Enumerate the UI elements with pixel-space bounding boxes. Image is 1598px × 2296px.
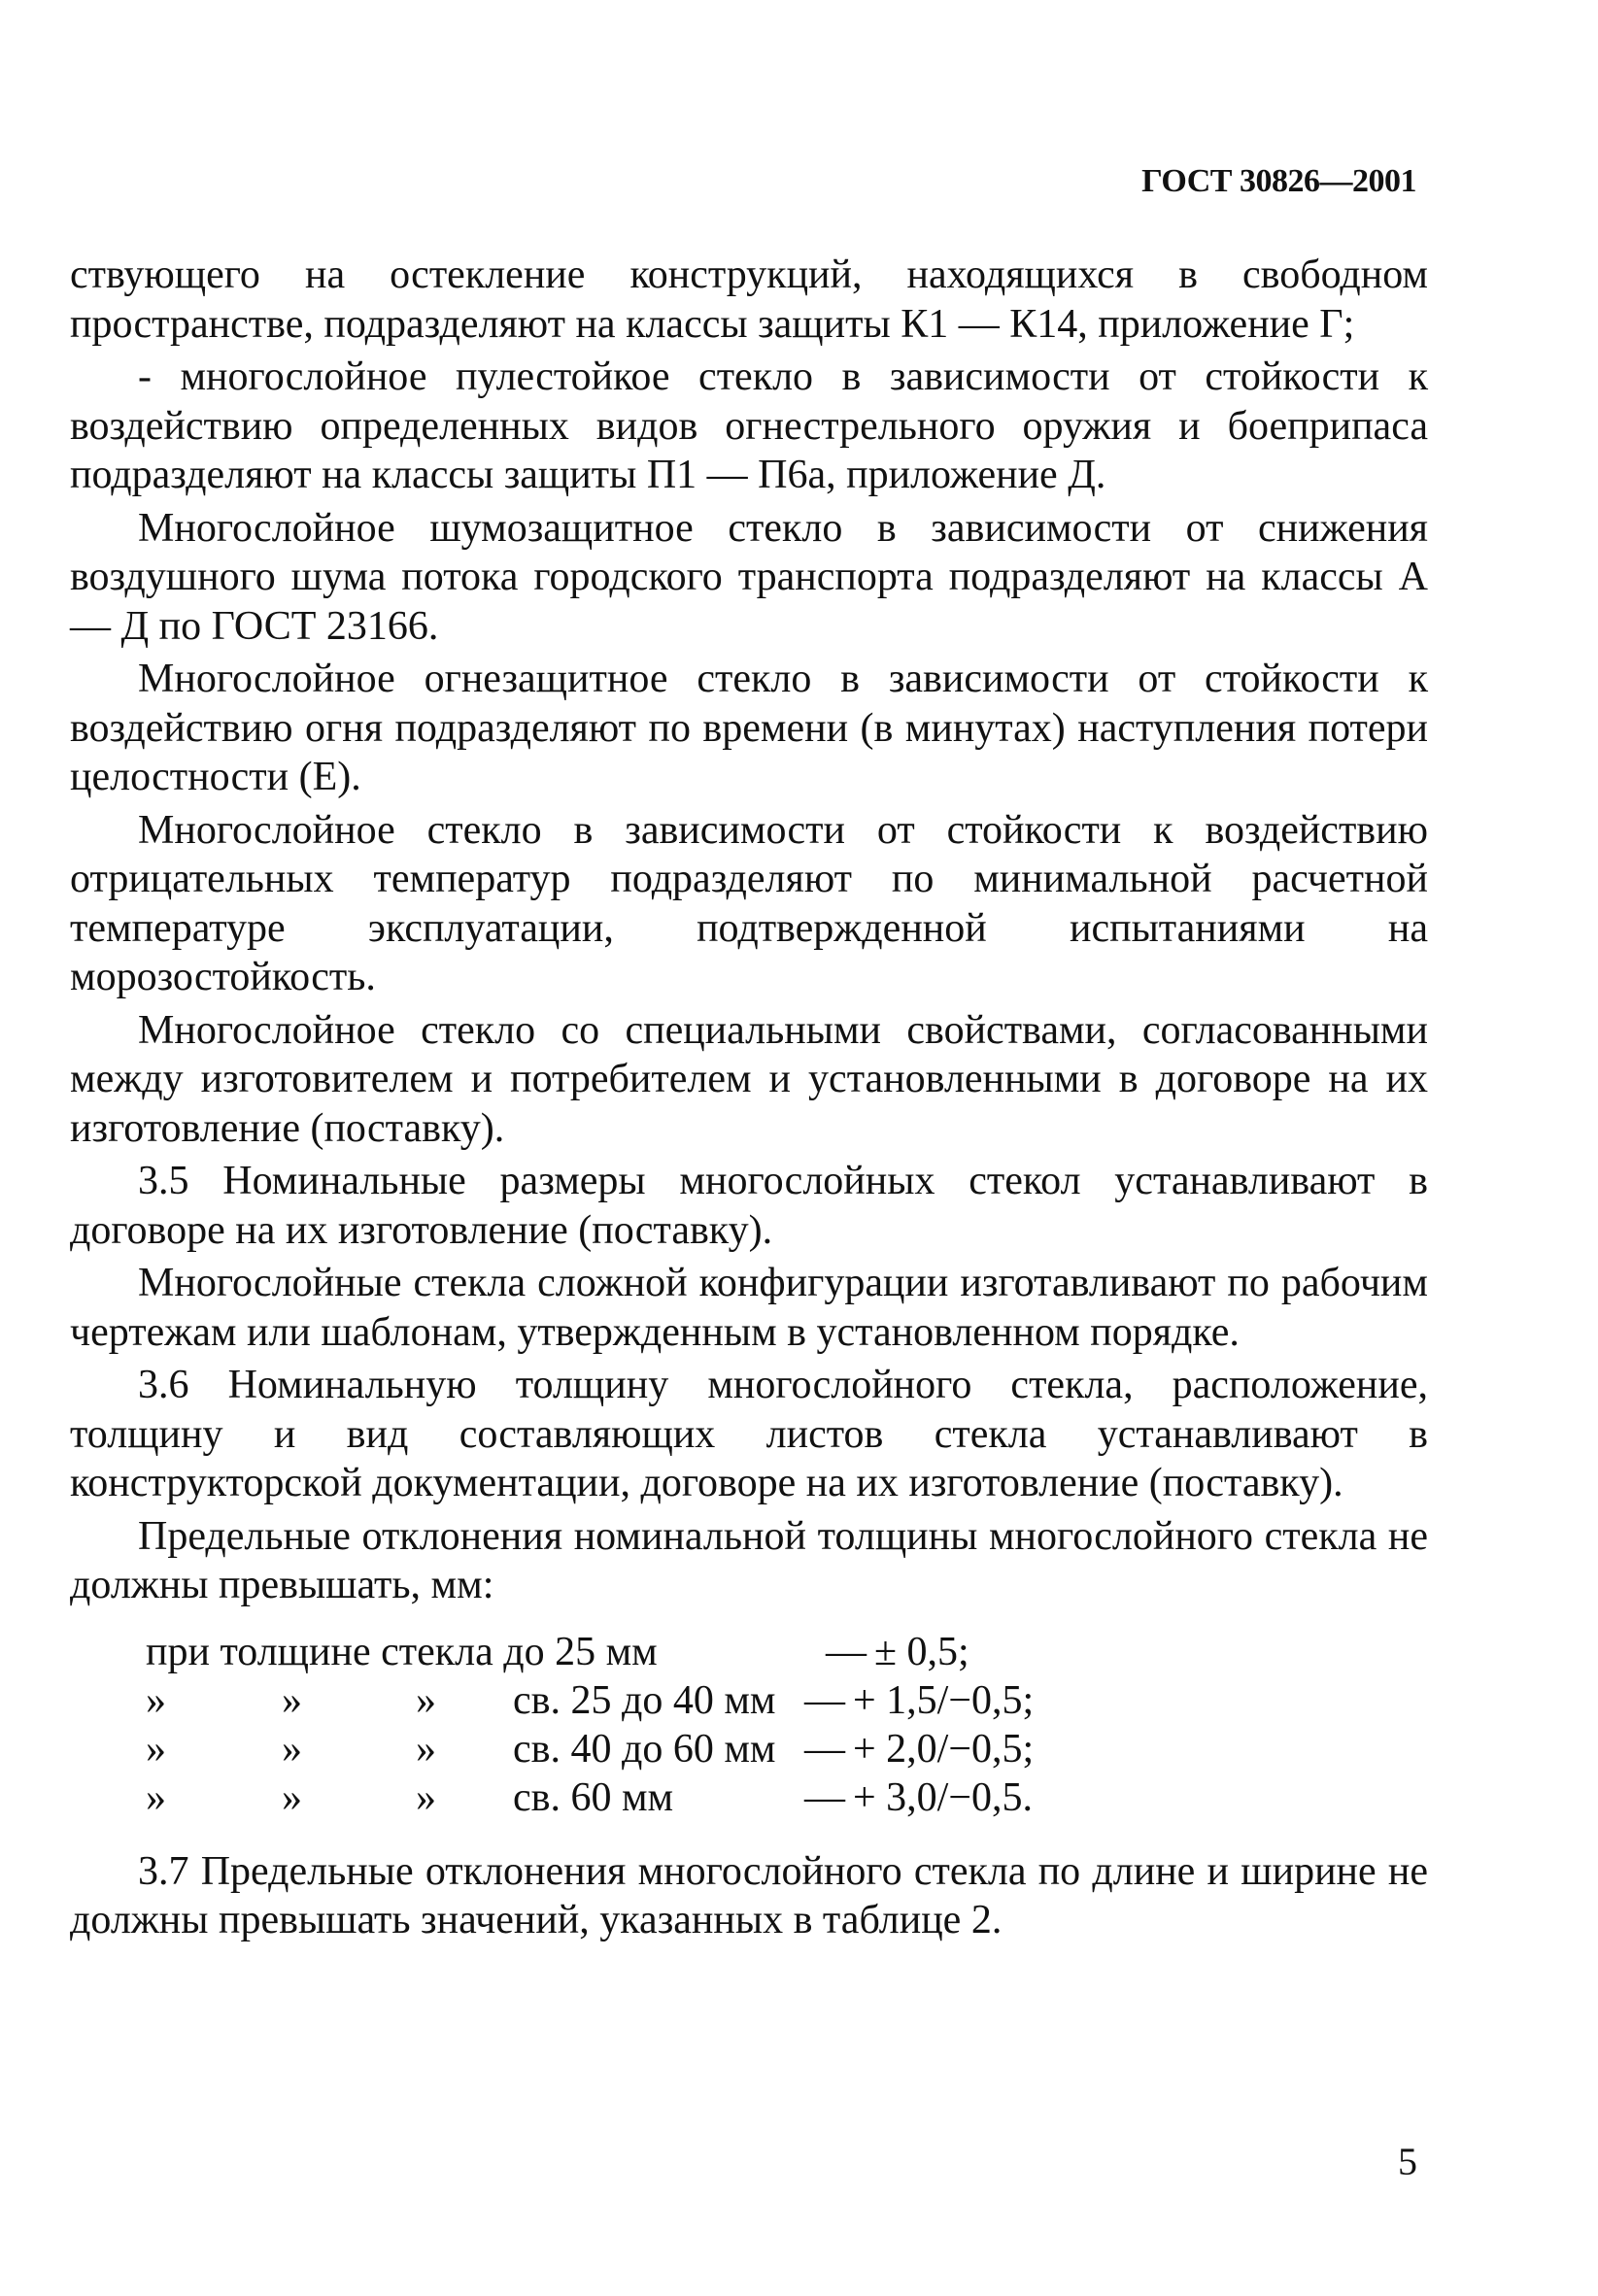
paragraph: Многослойное стекло в зависимости от стойкости к воздействию отрицательных температур подразделяют по минимальной расчетной температуре эксплуатации, подтвержденной испытаниями на морозостойкость. xyxy=(70,807,1428,999)
ditto-mark: » xyxy=(416,1774,436,1820)
tolerance-range: св. 40 до 60 мм xyxy=(513,1726,776,1772)
tolerance-value: + 2,0/−0,5; xyxy=(853,1726,1035,1772)
ditto-mark: » xyxy=(416,1726,436,1772)
section-3-6-paragraph: 3.6 Номинальную толщину многослойного стекла, расположение, толщину и вид составляющих листов стекла устанавливают в конструкторской документации, договоре на их изготовление (поставку). xyxy=(70,1363,1428,1505)
ditto-mark: » xyxy=(282,1726,302,1772)
tolerance-range: св. 60 мм xyxy=(513,1774,674,1820)
paragraph: Многослойное огнезащитное стекло в зависимости от стойкости к воздействию огня подразделяют по времени (в минутах) наступления потери целостности (Е). xyxy=(70,657,1428,799)
ditto-mark: » xyxy=(146,1774,166,1820)
tolerance-label: при толщине стекла до 25 мм xyxy=(146,1629,658,1674)
tolerance-value: + 3,0/−0,5. xyxy=(853,1774,1034,1820)
section-3-7-paragraph: 3.7 Предельные отклонения многослойного стекла по длине и ширине не должны превышать значений, указанных в таблице 2. xyxy=(70,1848,1428,1942)
tolerance-dash: — xyxy=(804,1726,845,1772)
tolerance-row xyxy=(70,1628,1428,1676)
tolerance-row xyxy=(70,1676,1428,1725)
tolerance-value: ± 0,5; xyxy=(874,1629,969,1674)
thickness-tolerance-list xyxy=(70,1628,1428,1822)
ditto-mark: » xyxy=(282,1677,302,1723)
standard-designation: ГОСТ 30826—2001 xyxy=(1141,163,1416,199)
ditto-mark: » xyxy=(282,1774,302,1820)
paragraph: Многослойное стекло со специальными свойствами, согласованными между изготовителем и потребителем и установленными в договоре на их изготовление (поставку). xyxy=(70,1007,1428,1151)
tolerance-dash: — xyxy=(826,1629,867,1674)
paragraph: Предельные отклонения номинальной толщины многослойного стекла не должны превышать, мм: xyxy=(70,1513,1428,1607)
ditto-mark: » xyxy=(146,1677,166,1723)
section-3-5-paragraph: 3.5 Номинальные размеры многослойных стекол устанавливают в договоре на их изготовление (поставку). xyxy=(70,1159,1428,1253)
page-number: 5 xyxy=(1398,2140,1417,2183)
document-body xyxy=(70,251,1428,1949)
tolerance-dash: — xyxy=(804,1774,845,1820)
tolerance-row xyxy=(70,1773,1428,1822)
paragraph: ствующего на остекление конструкций, находящихся в свободном пространстве, подразделяют на классы защиты К1 — К14, приложение Г; xyxy=(70,253,1428,347)
ditto-mark: » xyxy=(416,1677,436,1723)
paragraph: Многослойное шумозащитное стекло в зависимости от снижения воздушного шума потока городского транспорта подразделяют на классы А — Д по ГОСТ 23166. xyxy=(70,505,1428,649)
tolerance-range: св. 25 до 40 мм xyxy=(513,1677,776,1723)
ditto-mark: » xyxy=(146,1726,166,1772)
tolerance-value: + 1,5/−0,5; xyxy=(853,1677,1035,1723)
paragraph: Многослойные стекла сложной конфигурации изготавливают по рабочим чертежам или шаблонам, утвержденным в установленном порядке. xyxy=(70,1261,1428,1355)
paragraph: - многослойное пулестойкое стекло в зависимости от стойкости к воздействию определенных видов огнестрельного оружия и боеприпаса подразделяют на классы защиты П1 — П6а, приложение Д. xyxy=(70,355,1428,497)
tolerance-row xyxy=(70,1725,1428,1773)
tolerance-dash: — xyxy=(804,1677,845,1723)
